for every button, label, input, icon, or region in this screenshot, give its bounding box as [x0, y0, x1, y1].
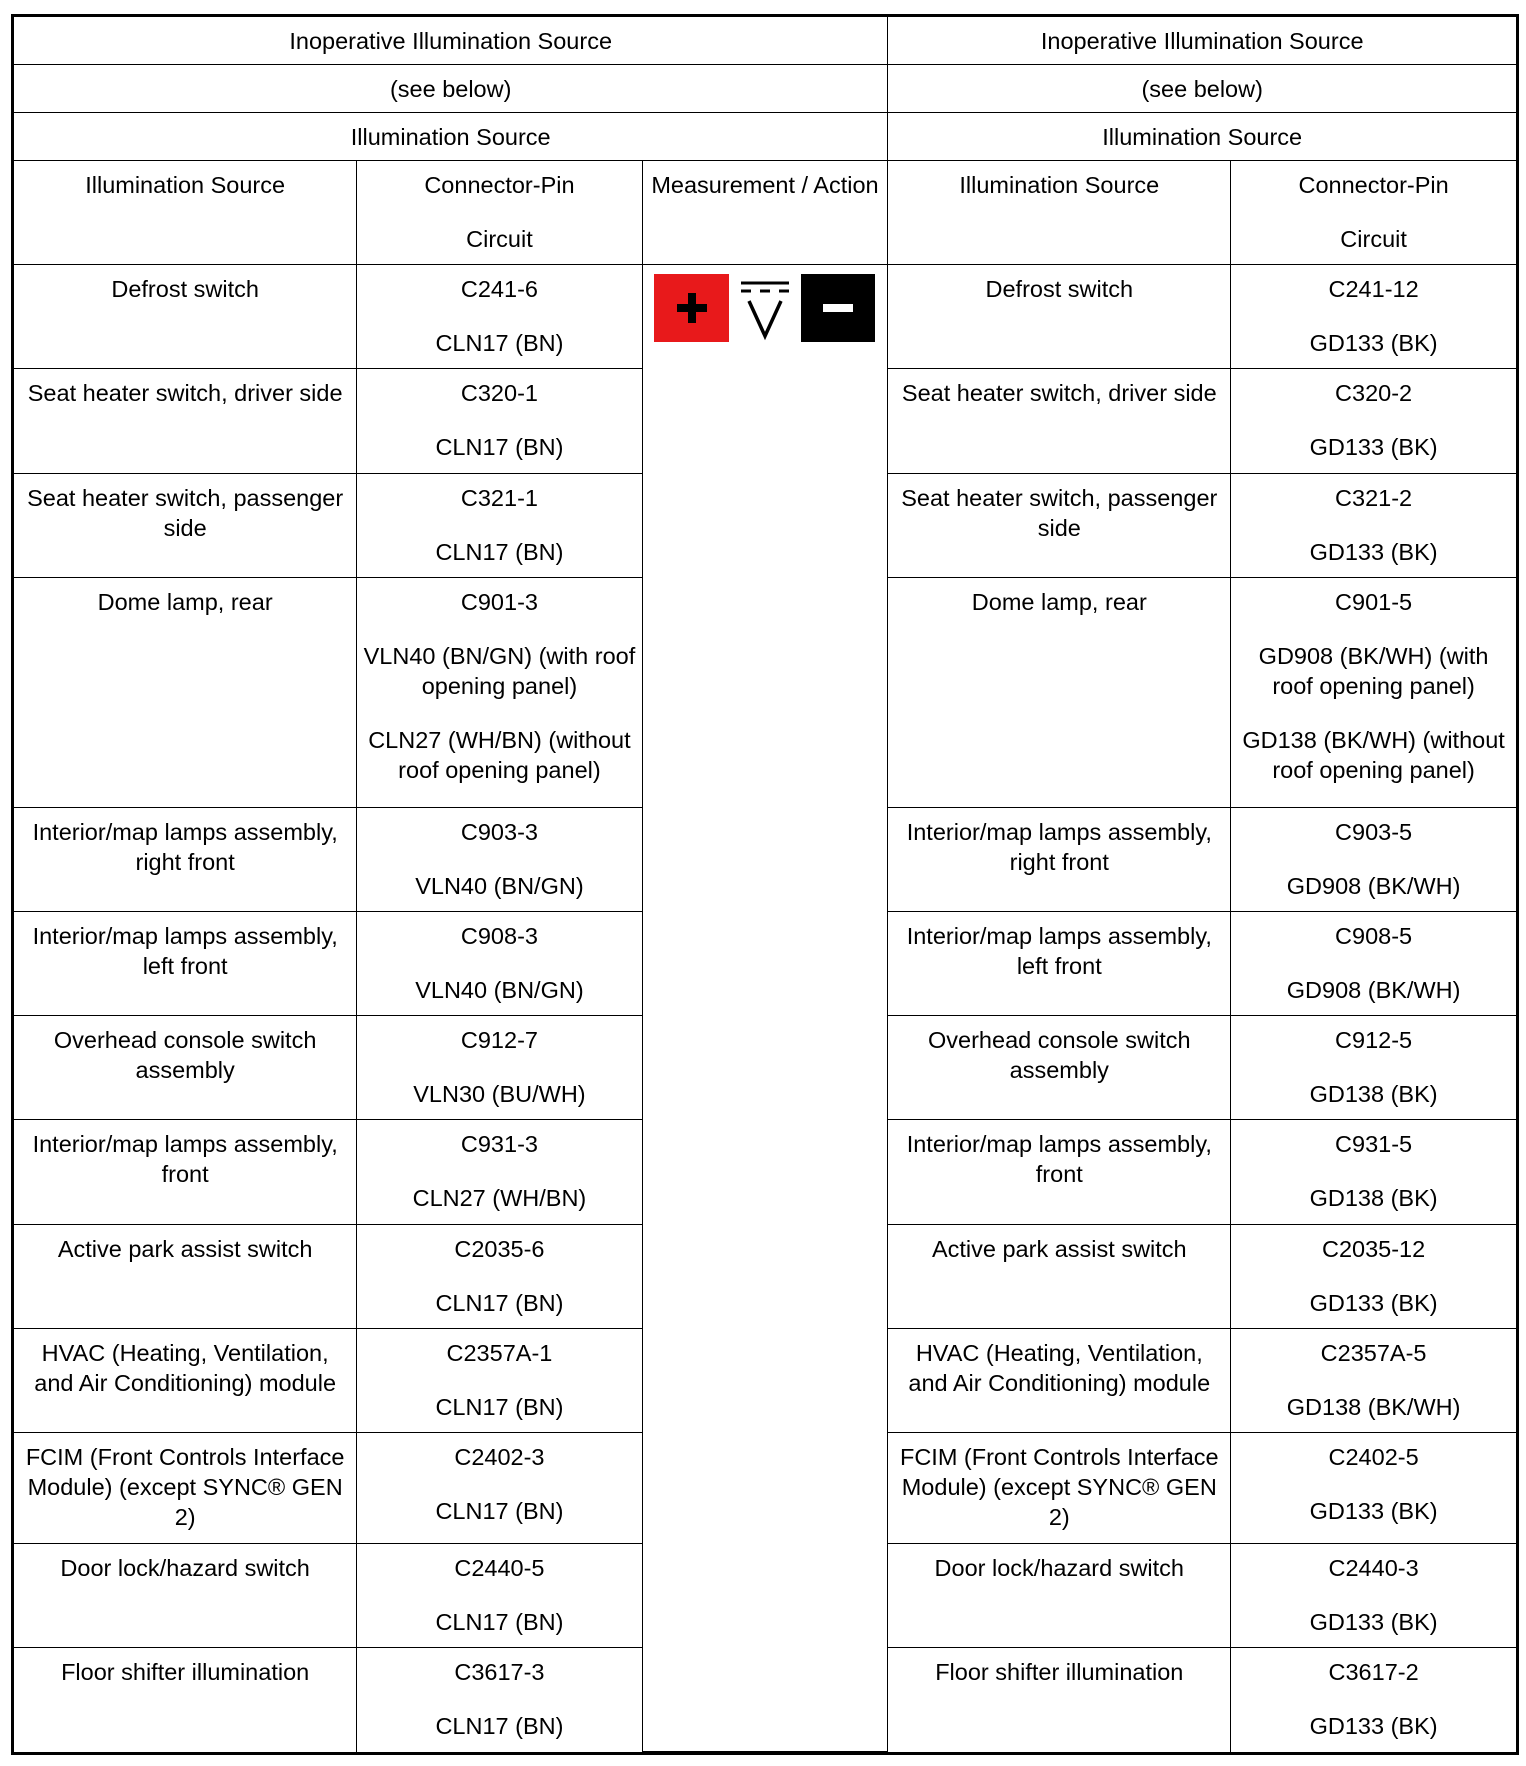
left-connector-cell	[357, 1543, 642, 1647]
header-row-3	[14, 112, 1516, 160]
illumination-source-left: Interior/map lamps assembly, left front	[14, 911, 357, 1015]
left-connector-cell	[357, 1433, 642, 1544]
connector-pin: C2402-3	[454, 1444, 545, 1471]
illumination-source-right: Overhead console switch assembly	[888, 1016, 1231, 1120]
circuit: CLN27 (WH/BN)	[412, 1185, 587, 1212]
connector-pin: C3617-2	[1328, 1659, 1419, 1686]
connector-pin: C912-7	[460, 1027, 538, 1054]
connector-pin: C2440-3	[1328, 1554, 1419, 1581]
circuit: GD133 (BK)	[1309, 434, 1438, 461]
illumination-source-left: Seat heater switch, driver side	[14, 369, 357, 473]
connector-pin: C3617-3	[454, 1659, 545, 1686]
connector-pin: C931-5	[1335, 1131, 1413, 1158]
illumination-source-right: Interior/map lamps assembly, left front	[888, 911, 1231, 1015]
right-connector-cell	[1231, 369, 1516, 473]
header-title-left: Inoperative Illumination Source	[14, 17, 888, 64]
circuit: VLN30 (BU/WH)	[413, 1081, 586, 1108]
circuit: GD133 (BK)	[1309, 1289, 1438, 1316]
connector-pin: C2440-5	[454, 1554, 545, 1581]
circuit: GD133 (BK)	[1309, 1713, 1438, 1740]
circuit: GD138 (BK)	[1309, 1185, 1438, 1212]
column-header-label: Connector-Pin	[1298, 171, 1449, 198]
right-connector-cell	[1231, 1543, 1516, 1647]
illumination-source-left: Door lock/hazard switch	[14, 1543, 357, 1647]
circuit: GD138 (BK/WH) (without roof opening panel)	[1242, 727, 1505, 784]
column-header-row	[14, 160, 1516, 264]
table-row	[14, 265, 1516, 369]
connector-pin: C2035-6	[454, 1235, 545, 1262]
connector-pin: C241-12	[1328, 276, 1419, 303]
circuit: CLN17 (BN)	[435, 538, 564, 565]
connector-pin: C320-1	[460, 380, 538, 407]
left-connector-cell	[357, 807, 642, 911]
right-connector-cell	[1231, 1648, 1516, 1752]
left-connector-cell	[357, 265, 642, 369]
illumination-source-right: Interior/map lamps assembly, right front	[888, 807, 1231, 911]
connector-pin: C931-3	[460, 1131, 538, 1158]
circuit: VLN40 (BN/GN)	[415, 976, 584, 1003]
circuit: GD133 (BK)	[1309, 1608, 1438, 1635]
left-connector-cell	[357, 369, 642, 473]
right-connector-cell	[1231, 1016, 1516, 1120]
illumination-source-left: Seat heater switch, passenger side	[14, 473, 357, 577]
left-connector-cell	[357, 1120, 642, 1224]
illumination-source-right: Floor shifter illumination	[888, 1648, 1231, 1752]
illumination-source-left: Dome lamp, rear	[14, 578, 357, 807]
negative-probe-icon	[801, 274, 875, 342]
illumination-source-right: Dome lamp, rear	[888, 578, 1231, 807]
right-connector-cell	[1231, 265, 1516, 369]
connector-pin: C901-5	[1335, 589, 1413, 616]
connector-pin: C908-5	[1335, 922, 1413, 949]
column-header-label: Illumination Source	[959, 171, 1160, 198]
connector-pin: C241-6	[460, 276, 538, 303]
illumination-source-right: Active park assist switch	[888, 1224, 1231, 1328]
illumination-source-right: Interior/map lamps assembly, front	[888, 1120, 1231, 1224]
measurement-symbol	[649, 274, 882, 342]
illumination-source-right: Door lock/hazard switch	[888, 1543, 1231, 1647]
connector-pin: C2357A-5	[1320, 1340, 1427, 1367]
illumination-source-right: Defrost switch	[888, 265, 1231, 369]
connector-pin: C321-2	[1335, 484, 1413, 511]
illumination-source-left: Floor shifter illumination	[14, 1648, 357, 1752]
dc-voltage-icon	[737, 274, 793, 342]
column-header-left-source	[14, 160, 357, 264]
illumination-source-left: Overhead console switch assembly	[14, 1016, 357, 1120]
right-connector-cell	[1231, 1120, 1516, 1224]
connector-pin: C2035-12	[1321, 1235, 1426, 1262]
connector-pin: C321-1	[460, 484, 538, 511]
circuit: VLN40 (BN/GN)	[415, 872, 584, 899]
column-header-left-connector	[357, 160, 642, 264]
circuit: VLN40 (BN/GN) (with roof opening panel)	[363, 643, 636, 700]
circuit: GD908 (BK/WH)	[1286, 976, 1461, 1003]
left-connector-cell	[357, 1329, 642, 1433]
connector-pin: C320-2	[1335, 380, 1413, 407]
column-header-measurement	[642, 160, 888, 264]
circuit: CLN17 (BN)	[435, 434, 564, 461]
header-note-left: (see below)	[14, 64, 888, 112]
circuit: GD133 (BK)	[1309, 1498, 1438, 1525]
measurement-cell	[642, 265, 888, 1752]
right-connector-cell	[1231, 1224, 1516, 1328]
illumination-table	[14, 17, 1516, 1752]
header-subtitle-left: Illumination Source	[14, 112, 888, 160]
illumination-source-left: HVAC (Heating, Ventilation, and Air Conditioning) module	[14, 1329, 357, 1433]
connector-pin: C903-3	[460, 818, 538, 845]
left-connector-cell	[357, 473, 642, 577]
circuit: CLN17 (BN)	[435, 330, 564, 357]
right-connector-cell	[1231, 473, 1516, 577]
connector-pin: C908-3	[460, 922, 538, 949]
connector-pin: C903-5	[1335, 818, 1413, 845]
header-note-right: (see below)	[888, 64, 1516, 112]
right-connector-cell	[1231, 1433, 1516, 1544]
circuit: CLN17 (BN)	[435, 1394, 564, 1421]
circuit: GD138 (BK)	[1309, 1081, 1438, 1108]
illumination-source-right: HVAC (Heating, Ventilation, and Air Conditioning) module	[888, 1329, 1231, 1433]
illumination-source-left: Defrost switch	[14, 265, 357, 369]
illumination-source-left: Interior/map lamps assembly, right front	[14, 807, 357, 911]
illumination-source-right: Seat heater switch, passenger side	[888, 473, 1231, 577]
illumination-table-frame	[11, 14, 1519, 1755]
illumination-source-left: Active park assist switch	[14, 1224, 357, 1328]
right-connector-cell	[1231, 578, 1516, 807]
right-connector-cell	[1231, 807, 1516, 911]
left-connector-cell	[357, 1224, 642, 1328]
circuit: CLN17 (BN)	[435, 1608, 564, 1635]
left-connector-cell	[357, 911, 642, 1015]
circuit: CLN17 (BN)	[435, 1289, 564, 1316]
column-header-right-source	[888, 160, 1231, 264]
column-header-label: Circuit	[1340, 225, 1407, 252]
right-connector-cell	[1231, 1329, 1516, 1433]
illumination-source-right: Seat heater switch, driver side	[888, 369, 1231, 473]
illumination-source-left: Interior/map lamps assembly, front	[14, 1120, 357, 1224]
illumination-source-left: FCIM (Front Controls Interface Module) (except SYNC® GEN 2)	[14, 1433, 357, 1544]
header-row-2	[14, 64, 1516, 112]
circuit: CLN27 (WH/BN) (without roof opening panel)	[368, 727, 631, 784]
header-title-right: Inoperative Illumination Source	[888, 17, 1516, 64]
header-row-1	[14, 17, 1516, 64]
left-connector-cell	[357, 1016, 642, 1120]
right-connector-cell	[1231, 911, 1516, 1015]
circuit: GD908 (BK/WH)	[1286, 872, 1461, 899]
illumination-source-right: FCIM (Front Controls Interface Module) (except SYNC® GEN 2)	[888, 1433, 1231, 1544]
column-header-label: Illumination Source	[85, 171, 286, 198]
column-header-right-connector	[1231, 160, 1516, 264]
connector-pin: C2402-5	[1328, 1444, 1419, 1471]
header-subtitle-right: Illumination Source	[888, 112, 1516, 160]
circuit: CLN17 (BN)	[435, 1713, 564, 1740]
circuit: GD138 (BK/WH)	[1286, 1394, 1461, 1421]
connector-pin: C901-3	[460, 589, 538, 616]
circuit: GD133 (BK)	[1309, 538, 1438, 565]
column-header-label: Measurement / Action	[651, 171, 879, 198]
connector-pin: C912-5	[1335, 1027, 1413, 1054]
left-connector-cell	[357, 1648, 642, 1752]
connector-pin: C2357A-1	[446, 1340, 553, 1367]
column-header-label: Circuit	[466, 225, 533, 252]
circuit: CLN17 (BN)	[435, 1498, 564, 1525]
left-connector-cell	[357, 578, 642, 807]
column-header-label: Connector-Pin	[424, 171, 575, 198]
circuit: GD133 (BK)	[1309, 330, 1438, 357]
positive-probe-icon	[654, 274, 729, 342]
circuit: GD908 (BK/WH) (with roof opening panel)	[1258, 643, 1489, 700]
